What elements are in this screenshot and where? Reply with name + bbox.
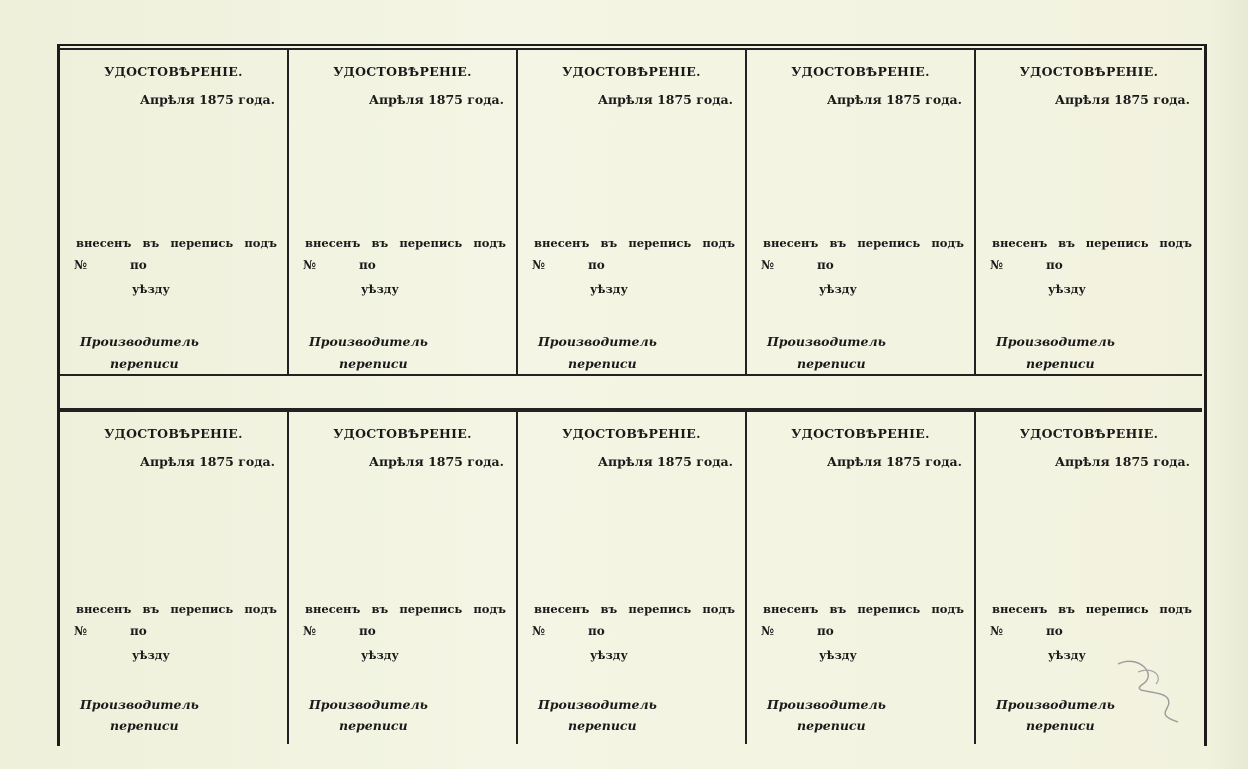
census-entry-line <box>763 236 964 250</box>
certificate-cell <box>289 412 518 744</box>
number-sign: № <box>532 624 546 638</box>
entry-word: перепись <box>1085 602 1149 616</box>
page-edge-shadow <box>1208 0 1248 769</box>
uezd-label: уѣзду <box>590 282 628 296</box>
certificate-title: УДОСТОВѢРЕНІЕ. <box>791 64 930 79</box>
census-producer-label: Производитель <box>309 697 428 712</box>
certificate-title: УДОСТОВѢРЕНІЕ. <box>104 426 243 441</box>
certificate-date: Апрѣля 1875 года. <box>368 454 504 469</box>
census-label: переписи <box>110 356 179 371</box>
entry-word: внесенъ <box>992 602 1048 616</box>
number-sign: № <box>761 258 775 272</box>
census-entry-line <box>992 236 1192 250</box>
certificate-date: Апрѣля 1875 года. <box>139 92 275 107</box>
certificate-row-top <box>60 48 1202 376</box>
entry-word: въ <box>142 602 160 616</box>
entry-word: перепись <box>170 602 234 616</box>
census-entry-line <box>76 236 277 250</box>
certificate-date: Апрѣля 1875 года. <box>1054 454 1190 469</box>
entry-word: перепись <box>170 236 234 250</box>
entry-word: внесенъ <box>763 602 819 616</box>
entry-word: въ <box>600 236 618 250</box>
entry-word: внесенъ <box>305 236 361 250</box>
entry-word: въ <box>1058 602 1075 616</box>
po-label: по <box>588 624 605 638</box>
census-label: переписи <box>1026 718 1095 733</box>
certificate-cell <box>747 412 976 744</box>
uezd-label: уѣзду <box>590 648 628 662</box>
number-sign: № <box>532 258 546 272</box>
census-producer-label: Производитель <box>996 334 1115 349</box>
number-line <box>761 624 834 638</box>
census-producer-label: Производитель <box>538 697 657 712</box>
entry-word: въ <box>371 236 389 250</box>
census-entry-line <box>992 602 1192 616</box>
entry-word: подъ <box>244 236 277 250</box>
po-label: по <box>130 624 147 638</box>
po-label: по <box>1046 624 1063 638</box>
census-label: переписи <box>797 356 866 371</box>
number-sign: № <box>74 258 88 272</box>
entry-word: подъ <box>931 602 964 616</box>
census-producer-label: Производитель <box>767 334 886 349</box>
certificate-cell <box>747 50 976 376</box>
entry-word: внесенъ <box>534 236 590 250</box>
pencil-annotation-mark <box>1108 654 1188 724</box>
uezd-label: уѣзду <box>132 648 170 662</box>
entry-word: въ <box>600 602 618 616</box>
number-line <box>74 624 147 638</box>
entry-word: внесенъ <box>763 236 819 250</box>
number-sign: № <box>990 624 1004 638</box>
certificate-title: УДОСТОВѢРЕНІЕ. <box>333 426 472 441</box>
certificate-title: УДОСТОВѢРЕНІЕ. <box>562 64 701 79</box>
entry-word: перепись <box>1085 236 1149 250</box>
po-label: по <box>359 624 376 638</box>
certificate-title: УДОСТОВѢРЕНІЕ. <box>562 426 701 441</box>
po-label: по <box>130 258 147 272</box>
entry-word: подъ <box>702 236 735 250</box>
entry-word: въ <box>829 602 847 616</box>
entry-word: подъ <box>1159 602 1192 616</box>
census-producer-label: Производитель <box>996 697 1115 712</box>
certificate-title: УДОСТОВѢРЕНІЕ. <box>333 64 472 79</box>
row-separator-line <box>60 374 1202 376</box>
certificate-title: УДОСТОВѢРЕНІЕ. <box>1019 64 1159 79</box>
entry-word: въ <box>371 602 389 616</box>
census-entry-line <box>76 602 277 616</box>
census-label: переписи <box>339 356 408 371</box>
po-label: по <box>359 258 376 272</box>
census-entry-line <box>763 602 964 616</box>
entry-word: внесенъ <box>76 602 132 616</box>
entry-word: подъ <box>931 236 964 250</box>
certificate-date: Апрѣля 1875 года. <box>826 92 962 107</box>
uezd-label: уѣзду <box>132 282 170 296</box>
number-sign: № <box>303 258 317 272</box>
certificate-cell <box>518 412 747 744</box>
entry-word: подъ <box>473 602 506 616</box>
po-label: по <box>588 258 605 272</box>
census-label: переписи <box>568 718 637 733</box>
census-producer-label: Производитель <box>80 697 199 712</box>
census-label: переписи <box>797 718 866 733</box>
entry-word: въ <box>1058 236 1075 250</box>
entry-word: внесенъ <box>992 236 1048 250</box>
uezd-label: уѣзду <box>819 282 857 296</box>
number-sign: № <box>990 258 1004 272</box>
certificate-date: Апрѣля 1875 года. <box>368 92 504 107</box>
certificate-title: УДОСТОВѢРЕНІЕ. <box>104 64 243 79</box>
entry-word: перепись <box>399 236 463 250</box>
uezd-label: уѣзду <box>361 648 399 662</box>
census-entry-line <box>534 602 735 616</box>
certificate-title: УДОСТОВѢРЕНІЕ. <box>1019 426 1159 441</box>
number-line <box>532 258 605 272</box>
census-entry-line <box>305 602 506 616</box>
entry-word: подъ <box>473 236 506 250</box>
census-label: переписи <box>1026 356 1095 371</box>
number-line <box>532 624 605 638</box>
uezd-label: уѣзду <box>819 648 857 662</box>
certificate-row-bottom <box>60 410 1202 744</box>
number-line <box>990 624 1063 638</box>
uezd-label: уѣзду <box>1048 648 1086 662</box>
certificate-date: Апрѣля 1875 года. <box>139 454 275 469</box>
entry-word: внесенъ <box>534 602 590 616</box>
census-label: переписи <box>110 718 179 733</box>
certificate-cell <box>289 50 518 376</box>
census-producer-label: Производитель <box>538 334 657 349</box>
certificate-cell <box>60 412 289 744</box>
census-producer-label: Производитель <box>80 334 199 349</box>
entry-word: подъ <box>1159 236 1192 250</box>
entry-word: внесенъ <box>76 236 132 250</box>
certificate-date: Апрѣля 1875 года. <box>826 454 962 469</box>
census-producer-label: Производитель <box>767 697 886 712</box>
number-line <box>303 624 376 638</box>
certificate-title: УДОСТОВѢРЕНІЕ. <box>791 426 930 441</box>
number-sign: № <box>74 624 88 638</box>
certificate-date: Апрѣля 1875 года. <box>597 454 733 469</box>
number-line <box>74 258 147 272</box>
census-label: переписи <box>339 718 408 733</box>
po-label: по <box>817 258 834 272</box>
number-sign: № <box>761 624 775 638</box>
census-entry-line <box>305 236 506 250</box>
certificate-date: Апрѣля 1875 года. <box>1054 92 1190 107</box>
entry-word: въ <box>142 236 160 250</box>
number-sign: № <box>303 624 317 638</box>
certificate-cell <box>976 50 1202 376</box>
census-entry-line <box>534 236 735 250</box>
entry-word: подъ <box>244 602 277 616</box>
entry-word: перепись <box>628 236 692 250</box>
entry-word: перепись <box>857 602 921 616</box>
uezd-label: уѣзду <box>361 282 399 296</box>
number-line <box>761 258 834 272</box>
certificate-cell <box>60 50 289 376</box>
census-producer-label: Производитель <box>309 334 428 349</box>
census-label: переписи <box>568 356 637 371</box>
entry-word: перепись <box>857 236 921 250</box>
entry-word: внесенъ <box>305 602 361 616</box>
number-line <box>990 258 1063 272</box>
certificate-date: Апрѣля 1875 года. <box>597 92 733 107</box>
certificate-cell <box>518 50 747 376</box>
entry-word: перепись <box>628 602 692 616</box>
entry-word: перепись <box>399 602 463 616</box>
entry-word: въ <box>829 236 847 250</box>
number-line <box>303 258 376 272</box>
po-label: по <box>817 624 834 638</box>
uezd-label: уѣзду <box>1048 282 1086 296</box>
po-label: по <box>1046 258 1063 272</box>
entry-word: подъ <box>702 602 735 616</box>
